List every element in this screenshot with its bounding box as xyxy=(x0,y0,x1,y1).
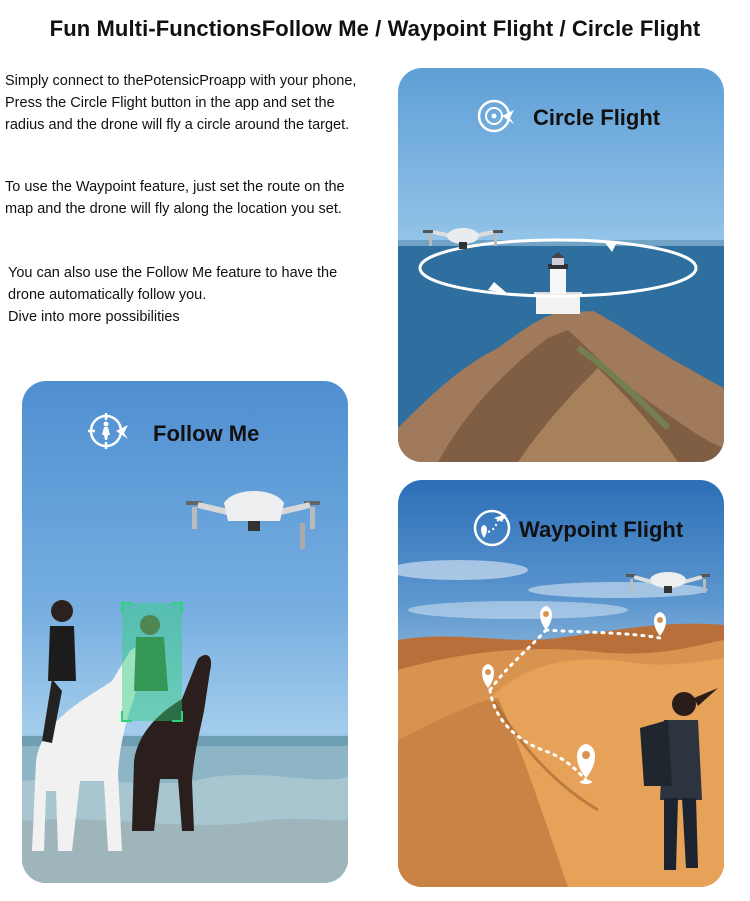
follow-me-description xyxy=(8,262,337,328)
description-line: drone automatically follow you. xyxy=(8,287,207,303)
circle-flight-title: Circle Flight xyxy=(533,105,661,130)
circle-flight-card xyxy=(398,68,724,462)
follow-me-card xyxy=(22,381,348,883)
description-line: You can also use the Follow Me feature to have the xyxy=(8,265,338,281)
follow-me-title: Follow Me xyxy=(153,421,260,446)
tracking-box xyxy=(122,603,182,721)
description-line: map and the drone will fly along the location you set. xyxy=(5,201,342,217)
waypoint-flight-icon xyxy=(472,508,512,548)
description-line: Dive into more possibilities xyxy=(8,309,180,325)
waypoint-flight-title: Waypoint Flight xyxy=(519,517,684,542)
follow-me-icon xyxy=(88,411,128,451)
drone-icon xyxy=(186,491,320,549)
page-headline: Fun Multi-FunctionsFollow Me / Waypoint Flight / Circle Flight xyxy=(49,16,701,41)
description-line: Press the Circle Flight button in the app and set the xyxy=(5,95,335,111)
waypoint-flight-card xyxy=(398,480,724,887)
horse-riders-photo xyxy=(22,381,348,883)
circle-flight-description xyxy=(5,70,356,136)
description-line: Simply connect to thePotensicProapp with your phone, xyxy=(5,73,357,89)
circle-flight-icon xyxy=(476,96,516,136)
waypoint-pin-icon xyxy=(540,606,552,630)
description-line: radius and the drone will fly a circle around the target. xyxy=(5,117,350,133)
description-line: To use the Waypoint feature, just set the route on the xyxy=(5,179,345,195)
waypoint-description xyxy=(5,176,345,220)
